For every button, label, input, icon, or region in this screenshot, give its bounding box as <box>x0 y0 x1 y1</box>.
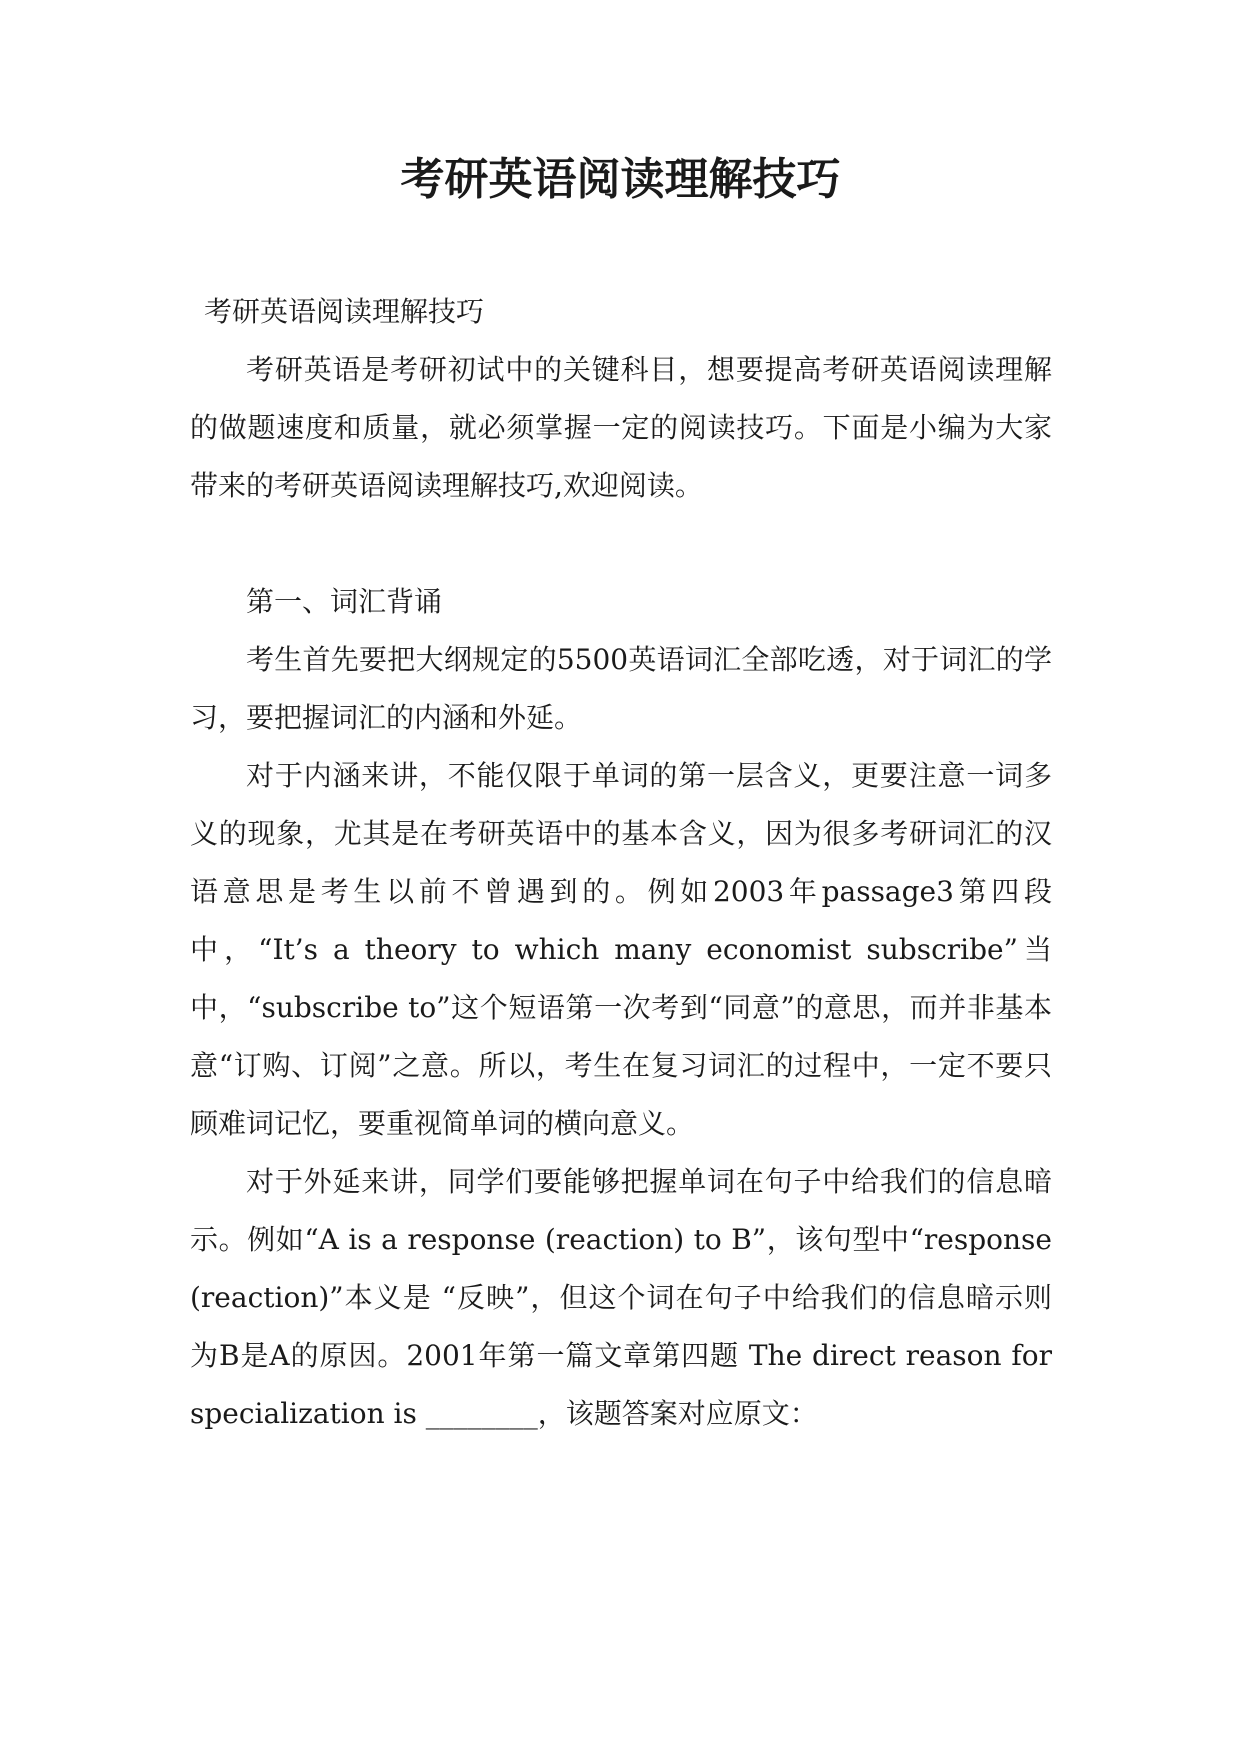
paragraph-spacer <box>190 515 1052 573</box>
document-subtitle: 考研英语阅读理解技巧 <box>204 295 485 328</box>
body-paragraph: 对于外延来讲，同学们要能够把握单词在句子中给我们的信息暗示。例如“A is a response (reaction) to B”，该句型中“response (reaction)”本义是 “反映”，但这个词在句子中给我们的信息暗示则为B是A的原因。2001年第一篇文章第四题 The direct reason for specialization is ________，该题答案对应原文： <box>190 1165 1052 1430</box>
section-heading: 第一、词汇背诵 <box>246 585 443 618</box>
intro-paragraph: 考研英语是考研初试中的关键科目，想要提高考研英语阅读理解的做题速度和质量，就必须掌握一定的阅读技巧。下面是小编为大家带来的考研英语阅读理解技巧,欢迎阅读。 <box>190 353 1052 502</box>
body-paragraph: 考生首先要把大纲规定的5500英语词汇全部吃透，对于词汇的学习，要把握词汇的内涵和外延。 <box>190 643 1052 734</box>
body-paragraph: 对于内涵来讲，不能仅限于单词的第一层含义，更要注意一词多义的现象，尤其是在考研英语中的基本含义，因为很多考研词汇的汉语意思是考生以前不曾遇到的。例如2003年passage3第四段中，“It’s a theory to which many economist subscribe”当中，“subscribe to”这个短语第一次考到“同意”的意思，而并非基本意“订购、订阅”之意。所以，考生在复习词汇的过程中，一定不要只顾难词记忆，要重视简单词的横向意义。 <box>190 759 1052 1140</box>
document-title: 考研英语阅读理解技巧 <box>400 154 841 205</box>
document-body <box>190 283 1052 1443</box>
